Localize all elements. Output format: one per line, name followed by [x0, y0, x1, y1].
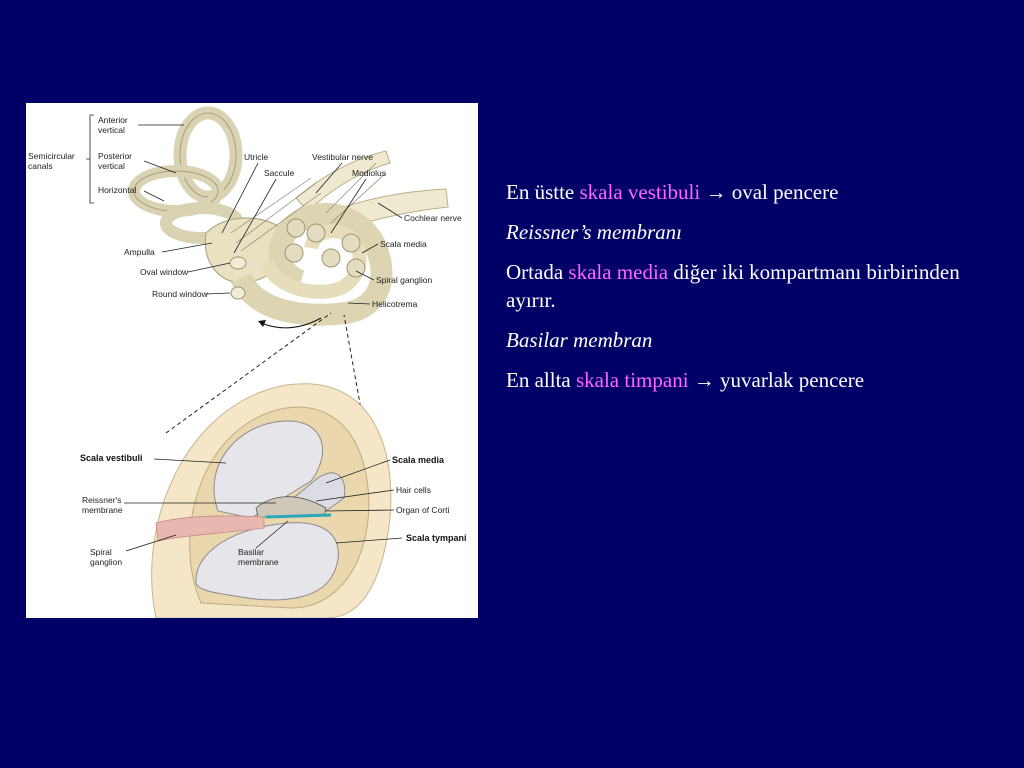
label-basilar-membrane-2: membrane — [238, 557, 279, 567]
note-scala-tympani — [506, 366, 1006, 394]
note-scala-vestibuli — [506, 178, 1006, 206]
label-semicircular-canals-2: canals — [28, 161, 53, 171]
label-spiral-ganglion-bottom-2: ganglion — [90, 557, 123, 567]
note3-prefix: Ortada — [506, 260, 569, 284]
label-scala-vestibuli: Scala vestibuli — [80, 453, 143, 463]
label-scala-tympani: Scala tympani — [406, 533, 467, 543]
inner-ear-figure — [26, 103, 478, 618]
note3-suffix: diğer iki kompartmanı birbirinden ayırır. — [506, 260, 960, 312]
label-ampulla: Ampulla — [124, 247, 155, 257]
label-organ-of-corti: Organ of Corti — [396, 505, 450, 515]
label-basilar-membrane-1: Basilar — [238, 547, 264, 557]
label-spiral-ganglion-top: Spiral ganglion — [376, 275, 433, 285]
label-posterior-vertical-1: Posterior — [98, 151, 133, 161]
canals-bracket — [86, 115, 94, 203]
note1-suffix: oval pencere — [726, 180, 839, 204]
cross-section-drawing — [152, 384, 391, 618]
note1-prefix: En üstte — [506, 180, 580, 204]
label-anterior-vertical-2: vertical — [98, 125, 125, 135]
slide-text — [506, 178, 1006, 406]
note-basilar-membrane: Basilar membran — [506, 328, 653, 352]
label-spiral-ganglion-bottom-1: Spiral — [90, 547, 112, 557]
arrow-icon: → — [693, 368, 715, 392]
label-reissners-membrane-2: membrane — [82, 505, 123, 515]
label-oval-window: Oval window — [140, 267, 189, 277]
label-reissners-membrane-1: Reissner's — [82, 495, 122, 505]
label-helicotrema: Helicotrema — [372, 299, 418, 309]
label-cochlear-nerve: Cochlear nerve — [404, 213, 462, 223]
note5-prefix: En allta — [506, 368, 576, 392]
term-skala-media: skala media — [568, 260, 669, 284]
note-reissners-membrane: Reissner’s membranı — [506, 220, 682, 244]
label-scala-media-bottom: Scala media — [392, 455, 445, 465]
term-skala-timpani: skala timpani — [575, 368, 689, 392]
label-vestibular-nerve: Vestibular nerve — [312, 152, 373, 162]
arrow-icon: → — [705, 180, 727, 204]
label-scala-media-top: Scala media — [380, 239, 427, 249]
note5-suffix: yuvarlak pencere — [714, 368, 865, 392]
note-scala-media — [506, 258, 1006, 314]
label-semicircular-canals-1: Semicircular — [28, 151, 75, 161]
label-posterior-vertical-2: vertical — [98, 161, 125, 171]
term-skala-vestibuli: skala vestibuli — [579, 180, 701, 204]
label-hair-cells: Hair cells — [396, 485, 431, 495]
label-modiolus: Modiolus — [352, 168, 387, 178]
inner-ear-illustration — [26, 103, 478, 618]
label-anterior-vertical-1: Anterior — [98, 115, 128, 125]
label-utricle: Utricle — [244, 152, 269, 162]
label-saccule: Saccule — [264, 168, 295, 178]
label-horizontal: Horizontal — [98, 185, 137, 195]
label-round-window: Round window — [152, 289, 208, 299]
